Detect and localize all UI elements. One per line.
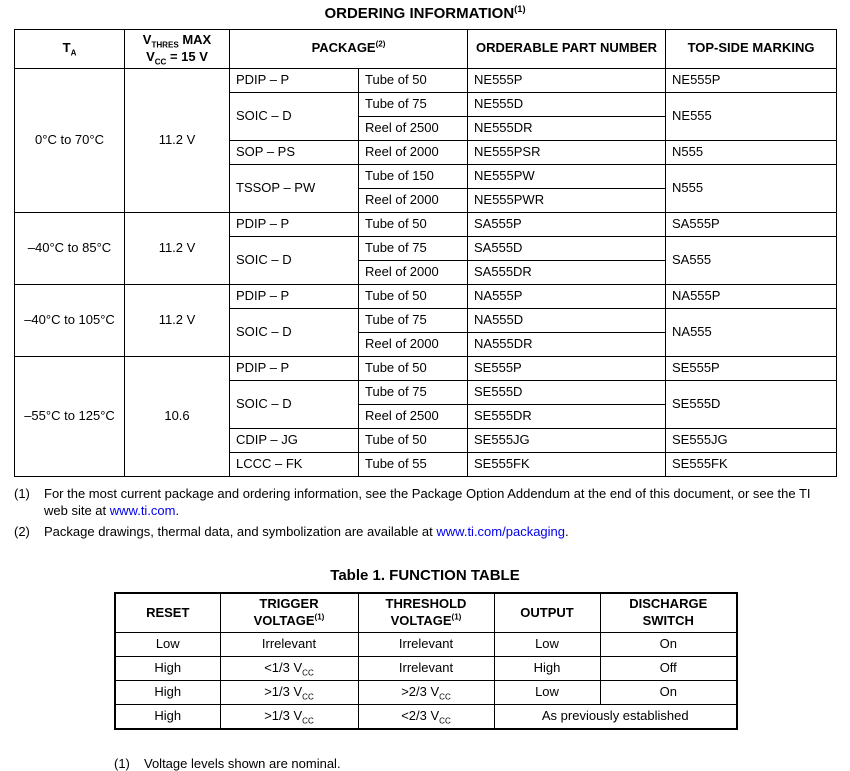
table-cell: SE555FK bbox=[468, 452, 666, 476]
table-cell: PDIP – P bbox=[230, 212, 359, 236]
column-header: RESET bbox=[115, 593, 220, 632]
table-cell: On bbox=[600, 633, 737, 657]
footnote-1-text-pre: For the most current package and ordering information, see the Package Option Addendum at the end of this document, or see the TI web site at bbox=[44, 485, 811, 519]
table-cell: PDIP – P bbox=[230, 68, 359, 92]
table-cell: SE555JG bbox=[666, 428, 837, 452]
table-cell: SE555FK bbox=[666, 452, 837, 476]
table-cell: Tube of 75 bbox=[359, 236, 468, 260]
table-cell: Reel of 2000 bbox=[359, 332, 468, 356]
ordering-footnotes bbox=[14, 485, 836, 541]
footnote-1 bbox=[14, 485, 836, 520]
table-cell: >1/3 $V_{CC}$ bbox=[220, 681, 358, 705]
table-cell: SE555D bbox=[468, 380, 666, 404]
function-footnote-text: Voltage levels shown are nominal. bbox=[144, 756, 341, 771]
table-cell: NE555PWR bbox=[468, 188, 666, 212]
table-cell: Tube of 50 bbox=[359, 68, 468, 92]
table-row bbox=[115, 633, 737, 657]
table-cell: –40°C to 85°C bbox=[15, 212, 125, 284]
function-table bbox=[114, 592, 738, 730]
table-cell: Tube of 50 bbox=[359, 212, 468, 236]
table-cell: High bbox=[115, 681, 220, 705]
table-cell: –40°C to 105°C bbox=[15, 284, 125, 356]
footnote-2-number: (2) bbox=[14, 523, 30, 539]
table-cell: 11.2 V bbox=[125, 68, 230, 212]
table-cell: 11.2 V bbox=[125, 212, 230, 284]
table-cell: Low bbox=[494, 633, 600, 657]
column-header: DISCHARGE SWITCH bbox=[600, 593, 737, 632]
header-row bbox=[115, 593, 737, 632]
table-cell: NA555 bbox=[666, 308, 837, 356]
table-row bbox=[115, 657, 737, 681]
table-cell: LCCC – FK bbox=[230, 452, 359, 476]
table-cell: NE555 bbox=[666, 92, 837, 140]
ordering-table bbox=[14, 29, 836, 477]
table-cell: SE555D bbox=[666, 380, 837, 428]
table-cell: High bbox=[494, 657, 600, 681]
table-cell: NE555P bbox=[666, 68, 837, 92]
table-cell: Irrelevant bbox=[358, 633, 494, 657]
table-row bbox=[15, 356, 837, 380]
table-cell: NA555DR bbox=[468, 332, 666, 356]
table-cell: 11.2 V bbox=[125, 284, 230, 356]
column-header: TRIGGER VOLTAGE$^{(1)}$ bbox=[220, 593, 358, 632]
column-header: $T_A$ bbox=[15, 30, 125, 69]
table-cell: >2/3 $V_{CC}$ bbox=[358, 681, 494, 705]
table-cell: Tube of 150 bbox=[359, 164, 468, 188]
table-cell: NE555PW bbox=[468, 164, 666, 188]
function-table-footnote bbox=[114, 756, 736, 771]
table-cell: SOIC – D bbox=[230, 236, 359, 284]
table-cell: Tube of 50 bbox=[359, 356, 468, 380]
table-cell: SA555P bbox=[666, 212, 837, 236]
table-cell: Reel of 2000 bbox=[359, 260, 468, 284]
table-cell: SE555DR bbox=[468, 404, 666, 428]
table-cell: NA555D bbox=[468, 308, 666, 332]
table-cell: SOIC – D bbox=[230, 308, 359, 356]
footnote-1-number: (1) bbox=[14, 485, 30, 501]
column-header: ORDERABLE PART NUMBER bbox=[468, 30, 666, 69]
table-cell: SA555P bbox=[468, 212, 666, 236]
table-cell: Irrelevant bbox=[220, 633, 358, 657]
table-cell: TSSOP – PW bbox=[230, 164, 359, 212]
table-cell: Reel of 2500 bbox=[359, 116, 468, 140]
table-cell: Tube of 50 bbox=[359, 284, 468, 308]
table-cell: >1/3 $V_{CC}$ bbox=[220, 705, 358, 730]
table-cell: <2/3 $V_{CC}$ bbox=[358, 705, 494, 730]
column-header: THRESHOLD VOLTAGE$^{(1)}$ bbox=[358, 593, 494, 632]
table-cell: SE555P bbox=[666, 356, 837, 380]
table-row bbox=[115, 705, 737, 730]
function-table-section bbox=[114, 567, 736, 771]
table-cell: SE555JG bbox=[468, 428, 666, 452]
table-cell: N555 bbox=[666, 164, 837, 212]
table-cell: Tube of 55 bbox=[359, 452, 468, 476]
footnote-1-text bbox=[44, 485, 836, 520]
table-cell: Reel of 2000 bbox=[359, 188, 468, 212]
table-cell: SE555P bbox=[468, 356, 666, 380]
table-cell: Low bbox=[494, 681, 600, 705]
ordering-information-title: ORDERING INFORMATION$^{(1)}$ bbox=[324, 4, 526, 22]
footnote-2 bbox=[14, 523, 836, 541]
table-row bbox=[115, 681, 737, 705]
table-cell: High bbox=[115, 705, 220, 730]
table-row bbox=[15, 68, 837, 92]
table-cell: PDIP – P bbox=[230, 356, 359, 380]
table-cell: Low bbox=[115, 633, 220, 657]
table-cell: Reel of 2500 bbox=[359, 404, 468, 428]
table-cell: NA555P bbox=[666, 284, 837, 308]
table-cell: SA555D bbox=[468, 236, 666, 260]
table-cell: Tube of 50 bbox=[359, 428, 468, 452]
column-header: TOP-SIDE MARKING bbox=[666, 30, 837, 69]
table-cell: High bbox=[115, 657, 220, 681]
function-table-title: Table 1. FUNCTION TABLE bbox=[330, 567, 520, 585]
table-cell: SA555DR bbox=[468, 260, 666, 284]
column-header: PACKAGE$^{(2)}$ bbox=[230, 30, 468, 69]
table-cell: Tube of 75 bbox=[359, 308, 468, 332]
table-cell: 0°C to 70°C bbox=[15, 68, 125, 212]
table-cell: SOP – PS bbox=[230, 140, 359, 164]
function-table bbox=[114, 592, 736, 730]
table-cell: SOIC – D bbox=[230, 92, 359, 140]
footnote-2-text bbox=[44, 523, 836, 541]
ti-website-link[interactable]: www.ti.com bbox=[109, 503, 176, 519]
ti-packaging-link[interactable]: www.ti.com/packaging bbox=[436, 523, 566, 539]
table-cell: NE555D bbox=[468, 92, 666, 116]
footnote-2-text-pre: Package drawings, thermal data, and symbolization are available at bbox=[44, 523, 437, 539]
table-row bbox=[15, 212, 837, 236]
table-row bbox=[15, 284, 837, 308]
table-cell: Tube of 75 bbox=[359, 380, 468, 404]
table-cell: 10.6 bbox=[125, 356, 230, 476]
table-cell: Off bbox=[600, 657, 737, 681]
table-cell: Tube of 75 bbox=[359, 92, 468, 116]
table-cell: –55°C to 125°C bbox=[15, 356, 125, 476]
table-cell: Irrelevant bbox=[358, 657, 494, 681]
table-cell: Reel of 2000 bbox=[359, 140, 468, 164]
table-cell: NE555DR bbox=[468, 116, 666, 140]
table-cell: NE555P bbox=[468, 68, 666, 92]
table-cell: PDIP – P bbox=[230, 284, 359, 308]
table-cell: NA555P bbox=[468, 284, 666, 308]
header-row bbox=[15, 30, 837, 69]
column-header: $V_{THRES}$ MAX $V_{CC} = 15$ V bbox=[125, 30, 230, 69]
table-cell: CDIP – JG bbox=[230, 428, 359, 452]
ordering-table bbox=[14, 29, 837, 477]
table-cell: As previously established bbox=[494, 705, 737, 730]
footnote-1-text-post: . bbox=[175, 503, 180, 519]
table-cell: On bbox=[600, 681, 737, 705]
table-cell: NE555PSR bbox=[468, 140, 666, 164]
column-header: OUTPUT bbox=[494, 593, 600, 632]
function-footnote-number: (1) bbox=[114, 756, 130, 771]
table-cell: SA555 bbox=[666, 236, 837, 284]
table-cell: N555 bbox=[666, 140, 837, 164]
table-cell: SOIC – D bbox=[230, 380, 359, 428]
footnote-2-text-post: . bbox=[565, 523, 569, 539]
table-cell: <1/3 $V_{CC}$ bbox=[220, 657, 358, 681]
